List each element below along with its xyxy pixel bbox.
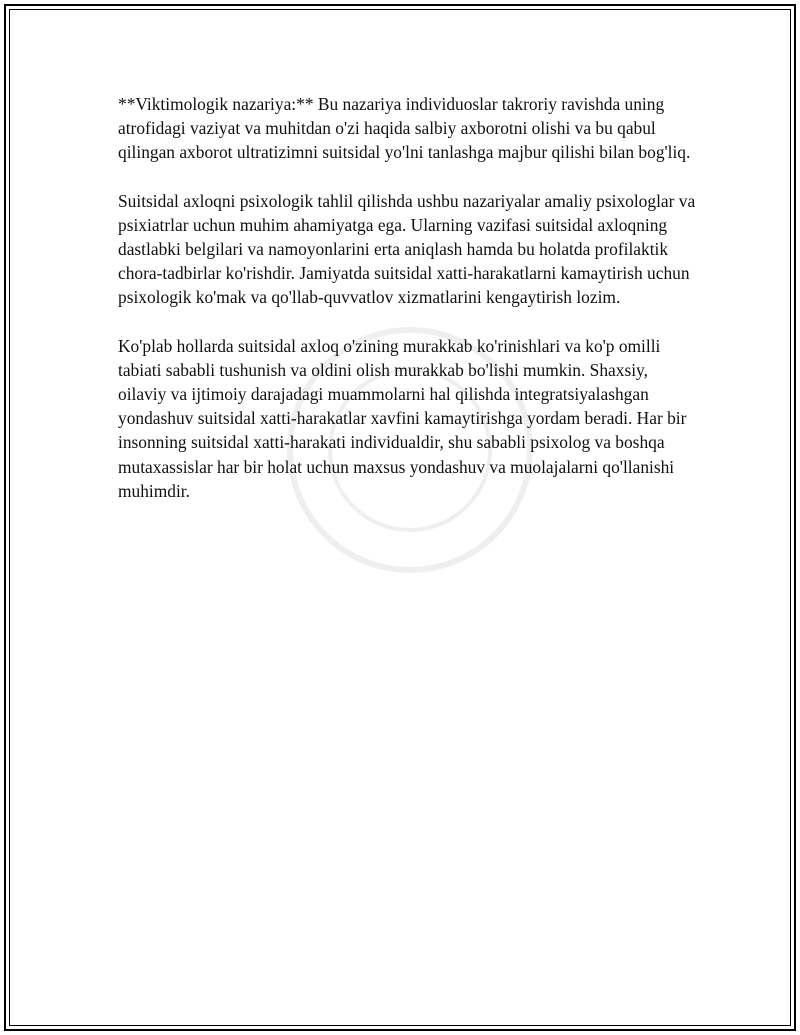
document-body — [118, 92, 698, 527]
paragraph-psixologik-tahlil: Suitsidal axloqni psixologik tahlil qilishda ushbu nazariyalar amaliy psixologlar va psixiatrlar uchun muhim ahamiyatga ega. Ularning vazifasi suitsidal axloqning dastlabki belgilari va namoyonlarini erta aniqlash hamda bu holatda profilaktik chora-tadbirlar ko'rishdir. Jamiyatda suitsidal xatti-harakatlarni kamaytirish uchun psixologik ko'mak va qo'llab-quvvatlov xizmatlarini kengaytirish lozim. — [118, 190, 696, 308]
paragraph-integratsiyalashgan-yondashuv: Ko'plab hollarda suitsidal axloq o'zining murakkab ko'rinishlari va ko'p omilli tabiati sababli tushunish va oldini olish murakkab bo'lishi mumkin. Shaxsiy, oilaviy va ijtimoiy darajadagi muammolarni hal qilishda integratsiyalashgan yondashuv suitsidal xatti-harakatlar xavfini kamaytirishga yordam beradi. Har bir insonning suitsidal xatti-harakati individualdir, shu sababli psixolog va boshqa mutaxassislar har bir holat uchun maxsus yondashuv va muolajalarni qo'llanishi muhimdir. — [118, 335, 687, 501]
paragraph-viktimologik-nazariya: **Viktimologik nazariya:** Bu nazariya individuoslar takroriy ravishda uning atrofidagi vaziyat va muhitdan o'zi haqida salbiy axborotni olishi va bu qabul qilingan axborot ultratizimni suitsidal yo'lni tanlashga majbur qilishi bilan bog'liq. — [118, 94, 691, 163]
